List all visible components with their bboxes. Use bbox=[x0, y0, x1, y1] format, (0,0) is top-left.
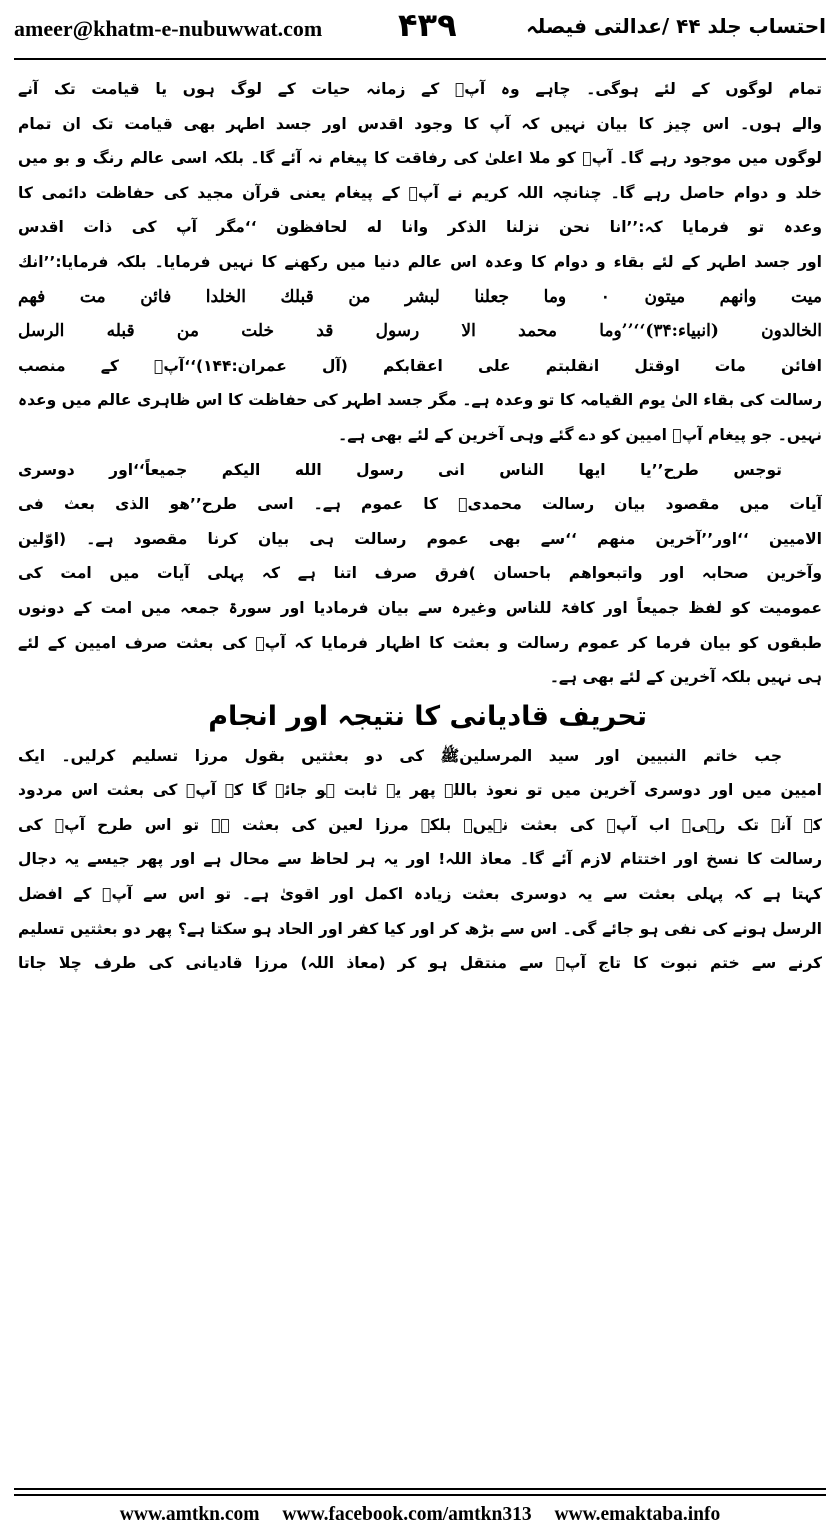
arabic-quote-line: میت وانهم میتون ۰ وما جعلنا لبشر من قبلك الخلدا فائن مت فهم bbox=[18, 286, 822, 307]
text-line: نہیں۔ جو پیغام آپؐ امیین کو دے گئے وہی آخرین کے لئے بھی ہے۔ bbox=[338, 425, 822, 444]
text-line: الامیین ‘‘اور’’آخرین منهم ‘‘سے بھی عموم رسالت ہی بیان کرنا مقصود ہے۔ (اوّلین bbox=[18, 529, 822, 548]
book-title: احتساب جلد ۴۴ /عدالتی فیصلہ bbox=[526, 14, 826, 38]
text-line: رسالت کا نسخ اور اختتام لازم آئے گا۔ معاذ اللہ! اور یہ ہر لحاظ سے محال ہے اور پھر جیسے یہ دجال bbox=[18, 850, 822, 869]
page-footer bbox=[14, 1504, 826, 1526]
text-line: کرنے سے ختم نبوت کا تاج آپؐ سے منتقل ہو کر (معاذ اللہ) مرزا قادیانی کی طرف چلا جاتا bbox=[18, 954, 822, 973]
text-line: کہتا ہے کہ پہلی بعثت سے یہ دوسری بعثت زیادہ اکمل اور اقویٰ ہے۔ تو اس سے آپؐ کے افضل bbox=[18, 885, 822, 904]
text-line: خلد و دوام حاصل رہے گا۔ چنانچہ اللہ کریم نے آپؐ کے پیغام یعنی قرآن مجید کی حفاظت دائمی کا bbox=[18, 183, 822, 202]
text-line: افائن مات اوقتل انقلبتم علی اعقابكم (آل عمران:۱۴۴)‘‘آپؐ کے منصب bbox=[18, 356, 822, 375]
text-line: توجس طرح’’یا ایها الناس انی رسول الله الیكم جمیعاً‘‘اور دوسری bbox=[18, 460, 782, 479]
text-line: طبقوں کو بیان فرما کر عموم رسالت و بعثت کا اظہار فرمایا کہ آپؐ کی بعثت صرف امیین کے لئے bbox=[18, 633, 822, 652]
footer-divider bbox=[14, 1488, 826, 1490]
text-line: رسالت کی بقاء الیٰ یوم القیامہ کا تو وعدہ ہے۔ مگر جسد اطہر کی حفاظت کا اس ظاہری عالم میں وعدہ bbox=[18, 391, 822, 410]
text-line: تمام لوگوں کے لئے ہوگی۔ چاہے وہ آپؐ کے زمانہ حیات کے لوگ ہوں یا قیامت تک آنے bbox=[18, 80, 822, 98]
text-line: جب خاتم النبیین اور سید المرسلینﷺ کی دو بعثتیں بقول مرزا تسلیم کرلیں۔ ایک bbox=[18, 746, 782, 765]
page-number: ۴۳۹ bbox=[398, 6, 457, 44]
text-line: وآخرین صحابہ اور واتبعواهم باحسان )فرق صرف اتنا ہے کہ پہلی آیات میں امت کی bbox=[18, 564, 822, 583]
text-line: اور جسد اطہر کے لئے بقاء و دوام کا وعدہ اس عالم دنیا میں رکھنے کا نہیں فرمایا۔ بلکہ فرمایا:’’انك bbox=[18, 252, 822, 271]
text-line: آیات میں مقصود بیان رسالت محمدیؐ کا عموم ہے۔ اسی طرح’’هو الذی بعث فی bbox=[18, 495, 822, 514]
footer-link-emaktaba[interactable]: www.emaktaba.info bbox=[554, 1504, 721, 1525]
page-header bbox=[14, 6, 826, 56]
text-line: کے آنے تک رہی۔ اب آپؐ کی بعثت نہیں۔ بلکہ مرزا لعین کی بعثت ہے تو اس طرح آپؐ کی bbox=[18, 815, 822, 834]
footer-divider bbox=[14, 1494, 826, 1496]
text-line: وعدہ تو فرمایا کہ:’’انا نحن نزلنا الذکر وانا له لحافظون ‘‘مگر آپ کی ذات اقدس bbox=[18, 218, 822, 237]
text-line: والے ہوں۔ اس چیز کا بیان نہیں کہ آپ کا وجود اقدس اور جسد اطہر بھی قیامت تک ان تمام bbox=[18, 114, 822, 133]
text-line: الرسل ہونے کی نفی ہو جائے گی۔ اس سے بڑھ کر اور کیا کفر اور الحاد ہو سکتا ہے؟ پھر دو بعثتیں تسلیم bbox=[18, 919, 822, 938]
text-line: لوگوں میں موجود رہے گا۔ آپؐ کو ملا اعلیٰ کی رفاقت کا پیغام نہ آئے گا۔ بلکہ اسی عالم رنگ و بو میں bbox=[18, 149, 822, 168]
text-line: ہی نہیں بلکہ آخرین کے لئے بھی ہے۔ bbox=[549, 668, 822, 687]
footer-link-website[interactable]: www.amtkn.com bbox=[119, 1504, 260, 1525]
section-heading: تحریف قادیانی کا نتیجہ اور انجام bbox=[208, 700, 647, 732]
header-email: ameer@khatm-e-nubuwwat.com bbox=[14, 16, 323, 41]
header-divider bbox=[14, 58, 826, 60]
text-line: امیین میں اور دوسری آخرین میں تو نعوذ باللہ پھر یہ ثابت ہو جائے گا کہ آپؐ کی بعثت اس مردود bbox=[18, 781, 822, 800]
arabic-quote-line: الخالدون (انبیاء:۳۴)‘‘’’وما محمد الا رسول قد خلت من قبله الرسل bbox=[18, 321, 822, 342]
text-line: عمومیت کو لفظ جمیعاً اور کافۃ للناس وغیرہ سے بیان فرمادیا اور سورۃ جمعہ میں امت کے دونوں bbox=[18, 598, 822, 617]
footer-link-facebook[interactable]: www.facebook.com/amtkn313 bbox=[282, 1504, 532, 1525]
page-body bbox=[18, 72, 822, 981]
